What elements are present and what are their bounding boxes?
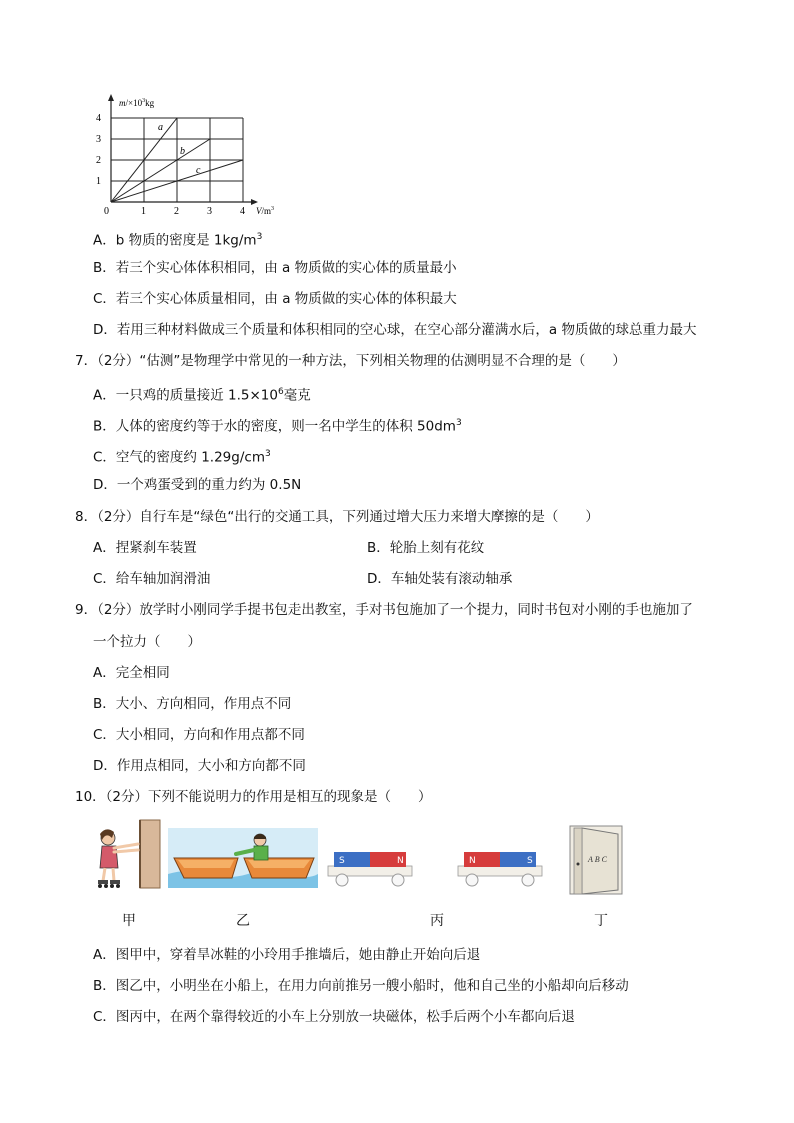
x-tick-3: 3 <box>207 206 212 217</box>
q9-option-b: B．大小、方向相同，作用点不同 <box>93 696 292 712</box>
q10-option-a: A．图甲中，穿着旱冰鞋的小玲用手推墙后，她由静止开始向后退 <box>93 947 481 963</box>
q6-option-d: D．若用三种材料做成三个质量和体积相同的空心球，在空心部分灌满水后，a 物质做的球总重力最大 <box>93 322 697 338</box>
q10-stem: 10．（2分）下列不能说明力的作用是相互的现象是（ ） <box>75 789 432 805</box>
figure-yi-boats <box>168 828 318 888</box>
figure-ding-door <box>566 824 626 896</box>
q6-option-c: C．若三个实心体质量相同，由 a 物质做的实心体的体积最大 <box>93 291 457 307</box>
q9-option-c: C．大小相同，方向和作用点都不同 <box>93 727 305 743</box>
figure-bing-magnet-carts <box>322 842 552 890</box>
caption-ding: 丁 <box>594 913 608 929</box>
q7-option-c: C．空气的密度约 $1.29g/cm^3$ <box>93 449 271 466</box>
label-a: a <box>158 122 163 133</box>
q7-option-b: B．人体的密度约等于水的密度，则一名中学生的体积 $50dm^3$ <box>93 418 462 435</box>
origin-label: 0 <box>104 206 109 217</box>
magnet-1-n: N <box>397 856 404 866</box>
x-axis-title: $V/m^3$ <box>256 206 275 216</box>
x-tick-1: 1 <box>141 206 146 217</box>
q7-stem: 7．（2分）“估测”是物理学中常见的一种方法，下列相关物理的估测明显不合理的是（ ） <box>75 353 626 369</box>
figure-jia-girl-pushing-wall <box>90 818 162 890</box>
x-tick-4: 4 <box>240 206 245 217</box>
q7-option-d: D．一个鸡蛋受到的重力约为 0.5N <box>93 477 302 493</box>
q8-stem: 8．（2分）自行车是“绿色“出行的交通工具，下列通过增大压力来增大摩擦的是（ ） <box>75 509 599 525</box>
q8-option-b: B．轮胎上刻有花纹 <box>367 540 485 556</box>
q8-option-a: A．捏紧刹车装置 <box>93 540 197 556</box>
magnet-2-n: N <box>469 856 476 866</box>
mass-volume-graph <box>92 90 292 220</box>
x-axis-arrow <box>251 199 258 205</box>
q8-option-c: C．给车轴加润滑油 <box>93 571 211 587</box>
label-b: b <box>180 146 185 157</box>
q6-option-a: A．b 物质的密度是 $1kg/m^3$ <box>93 232 263 249</box>
y-tick-1: 1 <box>96 176 101 187</box>
q9-option-d: D．作用点相同，大小和方向都不同 <box>93 758 306 774</box>
magnet-1-s: S <box>339 856 345 866</box>
y-axis-arrow <box>108 94 114 101</box>
q7-option-a: A．一只鸡的质量接近 $1.5\times 10^6$毫克 <box>93 387 311 404</box>
caption-yi: 乙 <box>236 913 250 929</box>
q10-option-c: C．图丙中，在两个靠得较近的小车上分别放一块磁体，松手后两个小车都向后退 <box>93 1009 575 1025</box>
q9-stem-line-2: 一个拉力（ ） <box>93 634 201 650</box>
y-axis-title: $m/\times 10^3kg$ <box>119 98 155 108</box>
label-c: c <box>196 165 201 176</box>
q6-option-b: B．若三个实心体体积相同，由 a 物质做的实心体的质量最小 <box>93 260 457 276</box>
caption-jia: 甲 <box>122 913 136 929</box>
caption-bing: 丙 <box>430 913 444 929</box>
q9-option-a: A．完全相同 <box>93 665 170 681</box>
door-labels: A B C <box>588 855 607 864</box>
q8-option-d: D．车轴处装有滚动轴承 <box>367 571 513 587</box>
q9-stem-line-1: 9．（2分）放学时小刚同学手提书包走出教室，手对书包施加了一个提力，同时书包对小刚的手也施加了 <box>75 602 693 618</box>
x-tick-2: 2 <box>174 206 179 217</box>
y-tick-2: 2 <box>96 155 101 166</box>
y-tick-3: 3 <box>96 134 101 145</box>
y-tick-4: 4 <box>96 113 101 124</box>
magnet-2-s: S <box>527 856 533 866</box>
q10-option-b: B．图乙中，小明坐在小船上，在用力向前推另一艘小船时，他和自己坐的小船却向后移动 <box>93 978 629 994</box>
